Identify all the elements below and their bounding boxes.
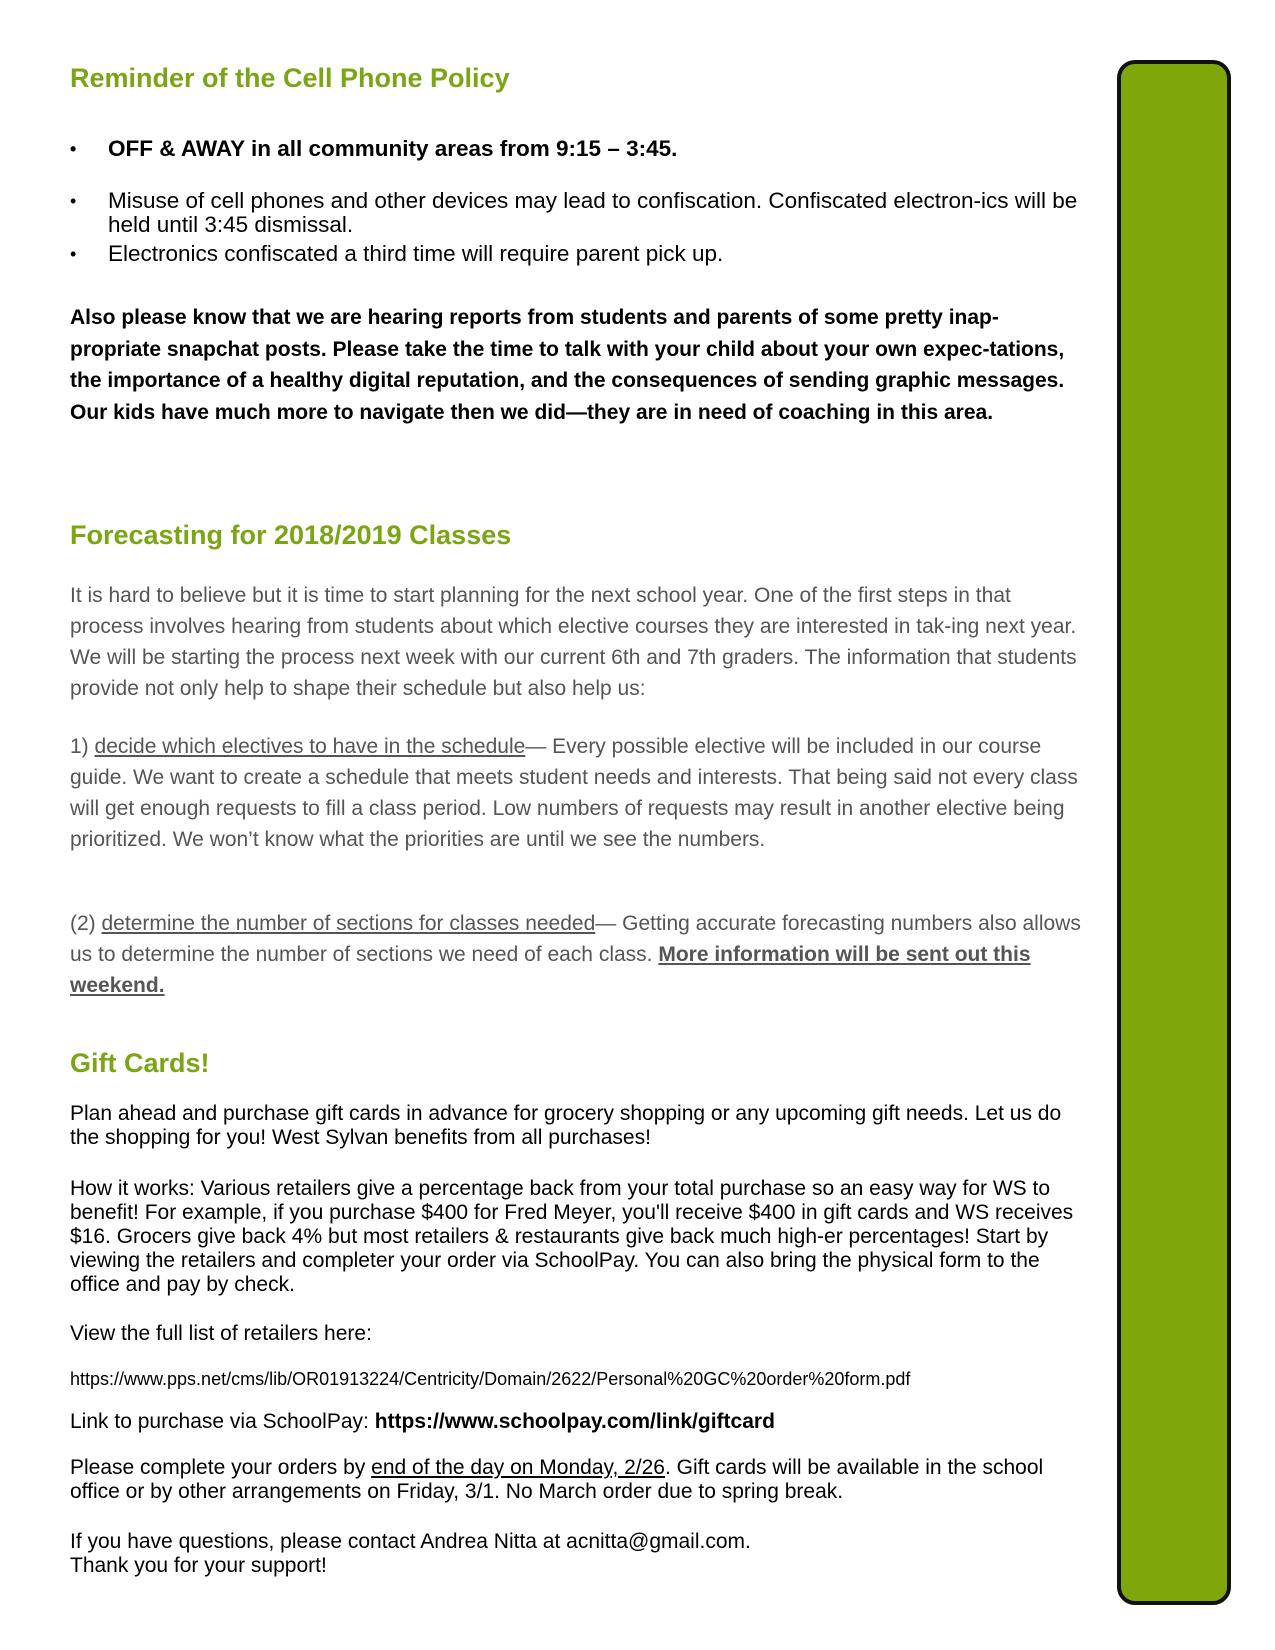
bullet-text: Electronics confiscated a third time will require parent pick up. xyxy=(108,241,724,266)
deadline-suffix: . Gift cards will be available in the school office or by other arrangements on Friday, 3/1. No March order due to spring break. xyxy=(70,1456,1044,1503)
forecasting-heading: Forecasting for 2018/2019 Classes xyxy=(70,520,512,550)
list-item xyxy=(70,242,1085,266)
list-item xyxy=(70,189,1085,237)
retailers-label: View the full list of retailers here: xyxy=(70,1322,372,1345)
forecasting-item-1 xyxy=(70,731,1085,855)
gift-cards-heading: Gift Cards! xyxy=(70,1048,210,1078)
list-item xyxy=(70,137,1085,161)
schoolpay-label: Link to purchase via SchoolPay: xyxy=(70,1410,375,1433)
snapchat-notice: Also please know that we are hearing reports from students and parents of some pretty inap-propriate snapchat posts. Please take the time to talk with your child about your own expec-tations, the importance of a healthy digital reputation, and the consequences of sending graphic messages. Our kids have much more to navigate then we did—they are in need of coaching in this area. xyxy=(70,306,1065,424)
schoolpay-link[interactable]: https://www.schoolpay.com/link/giftcard xyxy=(374,1410,775,1433)
item-2-text: — Getting accurate forecasting numbers also allows us to determine the number of sections we need of each class. xyxy=(70,912,1081,966)
forecasting-intro: It is hard to believe but it is time to start planning for the next school year. One of the first steps in that process involves hearing from students about which elective courses they are interested in tak-ing next year. We will be starting the process next week with our current 6th and 7th graders. The information that students provide not only help to shape their schedule but also help us: xyxy=(70,584,1077,700)
item-2-link: determine the number of sections for classes needed xyxy=(101,912,596,935)
retailers-url[interactable]: https://www.pps.net/cms/lib/OR01913224/Centricity/Domain/2622/Personal%20GC%20order%20form.pdf xyxy=(70,1369,911,1389)
bullet-text: Misuse of cell phones and other devices may lead to confiscation. Confiscated electron-ics will be held until 3:45 dismissal. xyxy=(108,188,1078,237)
bullet-icon: • xyxy=(70,139,77,159)
item-1-prefix: 1) xyxy=(70,735,95,758)
item-1-link: decide which electives to have in the schedule xyxy=(94,735,526,758)
cell-phone-bullets xyxy=(70,137,1085,266)
thanks-line: Thank you for your support! xyxy=(70,1554,327,1577)
deadline-paragraph xyxy=(70,1456,1085,1504)
contact-line: If you have questions, please contact Andrea Nitta at acnitta@gmail.com. xyxy=(70,1530,751,1553)
deadline-prefix: Please complete your orders by xyxy=(70,1456,372,1479)
deadline-date: end of the day on Monday, 2/26 xyxy=(371,1456,665,1479)
item-2-prefix: (2) xyxy=(70,912,102,935)
more-info-link[interactable]: More information will be sent out this weekend. xyxy=(70,943,1031,997)
contact-paragraph xyxy=(70,1530,1085,1578)
schoolpay-line xyxy=(70,1410,1085,1434)
cell-phone-heading: Reminder of the Cell Phone Policy xyxy=(70,63,510,93)
forecasting-item-2 xyxy=(70,908,1085,1001)
bullet-text: OFF & AWAY in all community areas from 9:15 – 3:45. xyxy=(108,136,678,161)
bullet-icon: • xyxy=(70,244,77,264)
gift-intro: Plan ahead and purchase gift cards in advance for grocery shopping or any upcoming gift needs. Let us do the shopping for you! West Sylvan benefits from all purchases! xyxy=(70,1102,1062,1149)
bullet-icon: • xyxy=(70,191,77,211)
side-accent-bar xyxy=(1117,60,1231,1605)
gift-how-it-works: How it works: Various retailers give a percentage back from your total purchase so an easy way for WS to benefit! For example, if you purchase $400 for Fred Meyer, you'll receive $400 in gift cards and WS receives $16. Grocers give back 4% but most retailers & restaurants give back much high-er percentages! Start by viewing the retailers and completer your order via SchoolPay. You can also bring the physical form to the office and pay by check. xyxy=(70,1177,1074,1296)
item-1-text: — Every possible elective will be included in our course guide. We want to create a schedule that meets student needs and interests. That being said not every class will get enough requests to fill a class period. Low numbers of requests may result in another elective being prioritized. We won’t know what the priorities are until we see the numbers. xyxy=(70,735,1078,851)
